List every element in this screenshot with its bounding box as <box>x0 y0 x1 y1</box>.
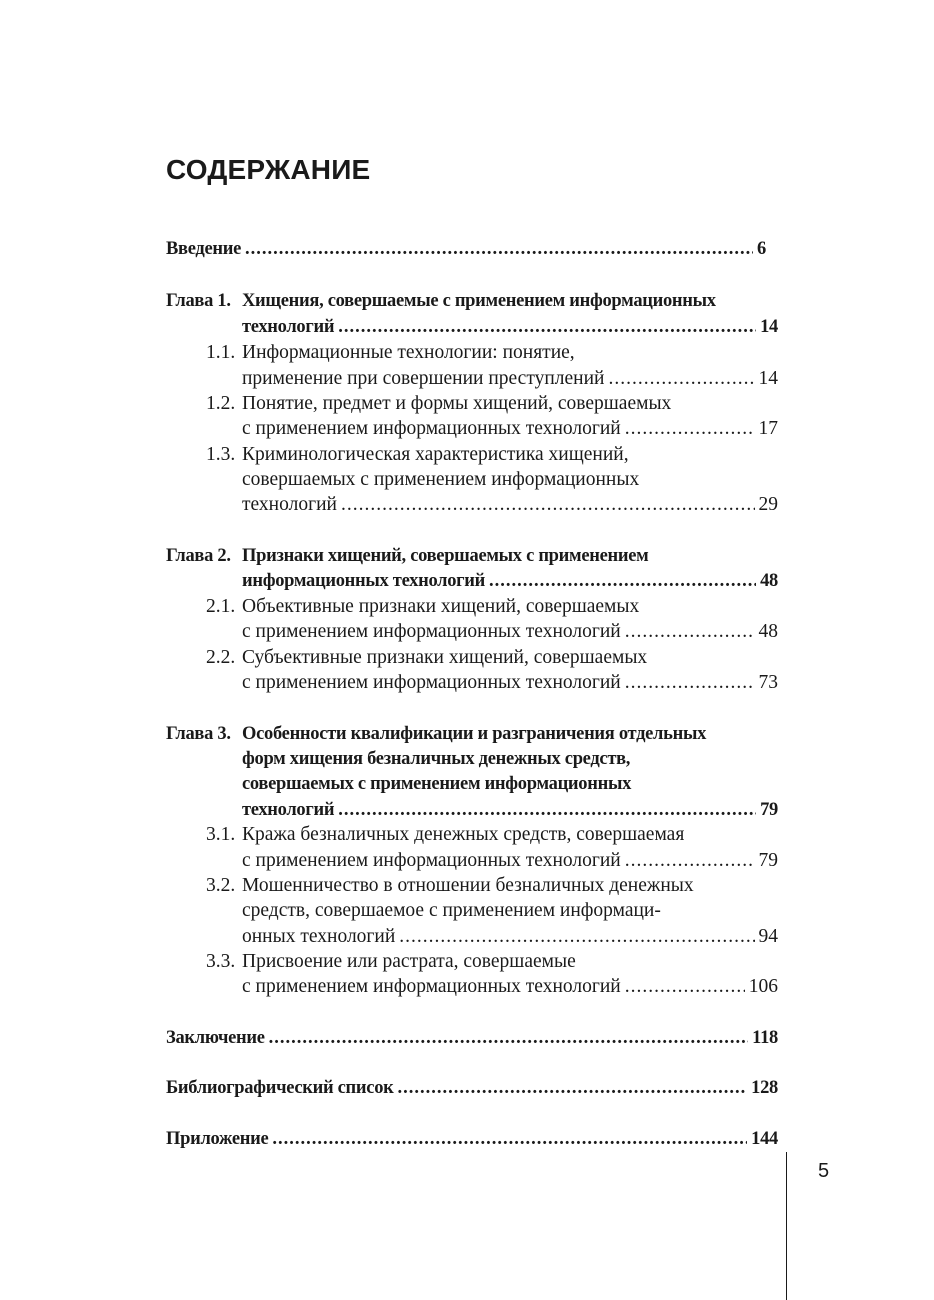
dot-leader <box>272 1126 747 1152</box>
toc-entry-label: Введение <box>166 239 241 259</box>
dot-leader <box>608 366 754 392</box>
dot-leader <box>489 568 756 594</box>
toc-page-number: 73 <box>758 672 778 693</box>
section-number: 1.1. <box>206 342 236 363</box>
section-title-line: с применением информационных технологий <box>242 850 621 871</box>
folio-rule <box>786 1152 787 1300</box>
section-title-line: Кража безналичных денежных средств, совершаемая <box>242 824 685 845</box>
section-title-line: с применением информационных технологий <box>242 672 621 693</box>
toc-chapter-2-heading[interactable] <box>166 543 778 569</box>
section-title-line: Субъективные признаки хищений, совершаемых <box>242 647 648 668</box>
chapter-number: Глава 2. <box>166 546 231 566</box>
toc-section-1-1[interactable] <box>166 340 778 366</box>
dot-leader <box>398 1075 748 1101</box>
toc-section-2-1-end[interactable] <box>166 619 778 645</box>
chapter-title-line: информационных технологий <box>242 571 486 591</box>
toc-page-number: 94 <box>758 926 778 947</box>
chapter-number: Глава 3. <box>166 724 231 744</box>
toc-chapter-3-heading-end[interactable] <box>166 797 778 823</box>
toc-chapter-3-heading[interactable] <box>166 721 778 747</box>
chapter-number: Глава 1. <box>166 291 231 311</box>
toc-section-1-3-end[interactable] <box>166 492 778 518</box>
toc-entry-conclusion[interactable] <box>166 1025 778 1051</box>
toc-section-1-1-end[interactable] <box>166 366 778 392</box>
toc-section-3-2[interactable] <box>166 873 778 899</box>
section-number: 3.2. <box>206 875 236 896</box>
section-title-line: Присвоение или растрата, совершаемые <box>242 951 576 972</box>
toc-page-number: 29 <box>758 494 778 515</box>
toc-section-3-1-end[interactable] <box>166 848 778 874</box>
chapter-title-line: совершаемых с применением информационных <box>242 774 632 794</box>
dot-leader <box>625 848 755 874</box>
section-title-line: онных технологий <box>242 926 396 947</box>
dot-leader <box>341 492 755 518</box>
section-title-line: Мошенничество в отношении безналичных денежных <box>242 875 694 896</box>
chapter-title-line: технологий <box>242 800 335 820</box>
toc-page-number: 118 <box>752 1028 778 1048</box>
section-title-line: с применением информационных технологий <box>242 418 621 439</box>
toc-page-number: 128 <box>751 1078 778 1098</box>
toc-section-3-2-end[interactable] <box>166 924 778 950</box>
toc-chapter-2-heading-end[interactable] <box>166 568 778 594</box>
section-number: 1.3. <box>206 444 236 465</box>
dot-leader <box>399 924 754 950</box>
section-title-line: Объективные признаки хищений, совершаемых <box>242 596 640 617</box>
toc-page-number: 6 <box>757 239 766 259</box>
section-number: 2.2. <box>206 647 236 668</box>
toc-section-2-1[interactable] <box>166 594 778 620</box>
toc-page-number: 14 <box>758 368 778 389</box>
toc-entry-intro[interactable] <box>166 236 778 262</box>
toc-chapter-1-heading-end[interactable] <box>166 314 778 340</box>
section-title-line: с применением информационных технологий <box>242 976 621 997</box>
chapter-title-line: Признаки хищений, совершаемых с применением <box>242 546 649 566</box>
dot-leader <box>338 797 756 823</box>
toc-section-1-3[interactable] <box>166 442 778 468</box>
section-title-line: совершаемых с применением информационных <box>242 469 640 490</box>
dot-leader <box>625 670 755 696</box>
toc-page-number: 79 <box>760 800 778 820</box>
toc-page-number: 144 <box>751 1129 778 1149</box>
toc-entry-label: Приложение <box>166 1129 269 1149</box>
chapter-title-line: Особенности квалификации и разграничения отдельных <box>242 724 707 744</box>
page-number: 5 <box>818 1160 830 1182</box>
toc-chapter-1-heading[interactable] <box>166 288 778 314</box>
dot-leader <box>625 974 745 1000</box>
toc-entry-label: Библиографический список <box>166 1078 394 1098</box>
toc-entry-appendix[interactable] <box>166 1126 778 1152</box>
toc-section-1-2[interactable] <box>166 391 778 417</box>
toc-entry-bibliography[interactable] <box>166 1075 778 1101</box>
toc-section-3-1[interactable] <box>166 822 778 848</box>
section-title-line: с применением информационных технологий <box>242 621 621 642</box>
toc-page-number: 48 <box>760 571 778 591</box>
toc-chapter-3-heading-cont-2[interactable] <box>166 771 778 797</box>
dot-leader <box>245 236 753 262</box>
dot-leader <box>269 1025 748 1051</box>
section-number: 2.1. <box>206 596 236 617</box>
dot-leader <box>625 619 755 645</box>
page-title: СОДЕРЖАНИЕ <box>166 154 371 185</box>
section-title-line: Криминологическая характеристика хищений, <box>242 444 629 465</box>
toc-page-number: 17 <box>758 418 778 439</box>
toc-page-number: 106 <box>748 976 778 997</box>
toc-entry-label: Заключение <box>166 1028 265 1048</box>
chapter-title-line: форм хищения безналичных денежных средств, <box>242 749 631 769</box>
toc-section-2-2-end[interactable] <box>166 670 778 696</box>
section-title-line: средств, совершаемое с применением информаци- <box>242 900 661 921</box>
section-title-line: технологий <box>242 494 337 515</box>
toc-section-1-3-cont[interactable] <box>166 467 778 493</box>
dot-leader <box>338 314 756 340</box>
section-title-line: Информационные технологии: понятие, <box>242 342 575 363</box>
chapter-title-line: Хищения, совершаемые с применением информационных <box>242 291 716 311</box>
toc-section-3-3-end[interactable] <box>166 974 778 1000</box>
toc-section-2-2[interactable] <box>166 645 778 671</box>
dot-leader <box>625 416 755 442</box>
toc-page-number: 14 <box>760 317 778 337</box>
chapter-title-line: технологий <box>242 317 335 337</box>
section-title-line: применение при совершении преступлений <box>242 368 605 389</box>
toc-section-3-3[interactable] <box>166 949 778 975</box>
section-number: 3.1. <box>206 824 236 845</box>
toc-section-3-2-cont[interactable] <box>166 898 778 924</box>
section-number: 1.2. <box>206 393 236 414</box>
toc-page-number: 48 <box>758 621 778 642</box>
toc-chapter-3-heading-cont-1[interactable] <box>166 746 778 772</box>
section-title-line: Понятие, предмет и формы хищений, совершаемых <box>242 393 672 414</box>
toc-section-1-2-end[interactable] <box>166 416 778 442</box>
section-number: 3.3. <box>206 951 236 972</box>
toc-page-number: 79 <box>758 850 778 871</box>
